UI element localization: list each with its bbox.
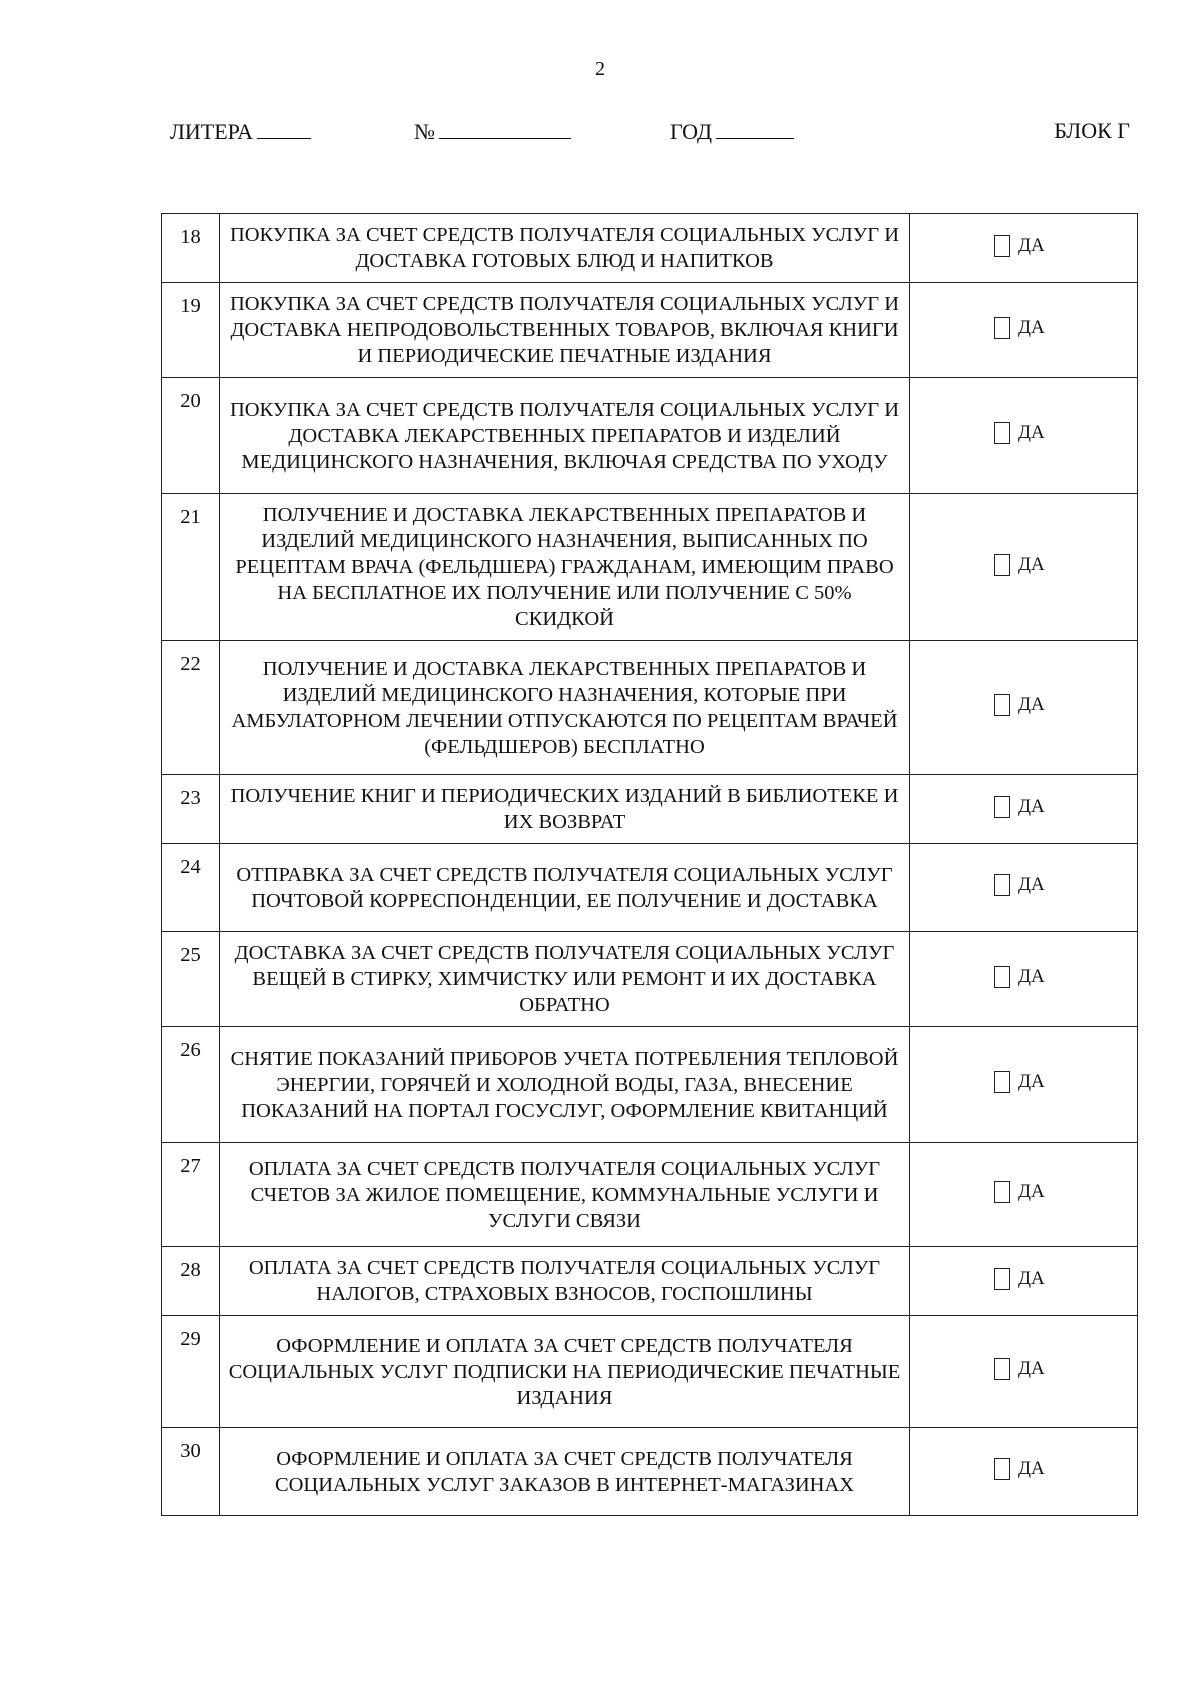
checkbox-icon[interactable]	[994, 1181, 1010, 1203]
table-row	[162, 641, 1138, 775]
service-description: ОФОРМЛЕНИЕ И ОПЛАТА ЗА СЧЕТ СРЕДСТВ ПОЛУЧАТЕЛЯ СОЦИАЛЬНЫХ УСЛУГ ЗАКАЗОВ В ИНТЕРНЕТ-МАГАЗИНАХ	[220, 1428, 910, 1516]
litera-blank-line[interactable]	[257, 118, 311, 139]
answer-cell	[910, 494, 1138, 641]
services-table	[161, 213, 1138, 1516]
litera-field	[170, 118, 311, 145]
checkbox-icon[interactable]	[994, 874, 1010, 896]
checkbox-icon[interactable]	[994, 1358, 1010, 1380]
yes-option[interactable]	[994, 552, 1045, 578]
yes-option[interactable]	[994, 1069, 1045, 1095]
answer-cell	[910, 378, 1138, 494]
yes-option[interactable]	[994, 315, 1045, 341]
row-number: 26	[162, 1027, 220, 1143]
row-number: 20	[162, 378, 220, 494]
table-row	[162, 378, 1138, 494]
table-row	[162, 1027, 1138, 1143]
yes-label: ДА	[1018, 795, 1045, 817]
yes-label: ДА	[1018, 1267, 1045, 1289]
service-description: СНЯТИЕ ПОКАЗАНИЙ ПРИБОРОВ УЧЕТА ПОТРЕБЛЕНИЯ ТЕПЛОВОЙ ЭНЕРГИИ, ГОРЯЧЕЙ И ХОЛОДНОЙ ВОДЫ, ГАЗА, ВНЕСЕНИЕ ПОКАЗАНИЙ НА ПОРТАЛ ГОСУСЛУГ, ОФОРМЛЕНИЕ КВИТАНЦИЙ	[220, 1027, 910, 1143]
litera-label: ЛИТЕРА	[170, 119, 253, 144]
checkbox-icon[interactable]	[994, 235, 1010, 257]
yes-option[interactable]	[994, 872, 1045, 898]
table-row	[162, 1316, 1138, 1428]
year-blank-line[interactable]	[716, 118, 794, 139]
yes-label: ДА	[1018, 316, 1045, 338]
service-description: ПОЛУЧЕНИЕ И ДОСТАВКА ЛЕКАРСТВЕННЫХ ПРЕПАРАТОВ И ИЗДЕЛИЙ МЕДИЦИНСКОГО НАЗНАЧЕНИЯ, КОТОРЫЕ ПРИ АМБУЛАТОРНОМ ЛЕЧЕНИИ ОТПУСКАЮТСЯ ПО РЕЦЕПТАМ ВРАЧЕЙ (ФЕЛЬДШЕРОВ) БЕСПЛАТНО	[220, 641, 910, 775]
table-row	[162, 1428, 1138, 1516]
row-number: 27	[162, 1143, 220, 1247]
checkbox-icon[interactable]	[994, 1071, 1010, 1093]
row-number: 23	[162, 775, 220, 844]
row-number: 19	[162, 283, 220, 378]
yes-option[interactable]	[994, 1266, 1045, 1292]
yes-label: ДА	[1018, 1358, 1045, 1379]
yes-label: ДА	[1018, 965, 1045, 987]
service-description: ПОКУПКА ЗА СЧЕТ СРЕДСТВ ПОЛУЧАТЕЛЯ СОЦИАЛЬНЫХ УСЛУГ И ДОСТАВКА ГОТОВЫХ БЛЮД И НАПИТКОВ	[220, 214, 910, 283]
row-number: 29	[162, 1316, 220, 1428]
yes-label: ДА	[1018, 1071, 1045, 1092]
table-row	[162, 1143, 1138, 1247]
service-description: ОПЛАТА ЗА СЧЕТ СРЕДСТВ ПОЛУЧАТЕЛЯ СОЦИАЛЬНЫХ УСЛУГ СЧЕТОВ ЗА ЖИЛОЕ ПОМЕЩЕНИЕ, КОММУНАЛЬНЫЕ УСЛУГИ И УСЛУГИ СВЯЗИ	[220, 1143, 910, 1247]
service-description: ПОЛУЧЕНИЕ КНИГ И ПЕРИОДИЧЕСКИХ ИЗДАНИЙ В БИБЛИОТЕКЕ И ИХ ВОЗВРАТ	[220, 775, 910, 844]
yes-option[interactable]	[994, 1179, 1045, 1205]
service-description: ОФОРМЛЕНИЕ И ОПЛАТА ЗА СЧЕТ СРЕДСТВ ПОЛУЧАТЕЛЯ СОЦИАЛЬНЫХ УСЛУГ ПОДПИСКИ НА ПЕРИОДИЧЕСКИЕ ПЕЧАТНЫЕ ИЗДАНИЯ	[220, 1316, 910, 1428]
checkbox-icon[interactable]	[994, 1458, 1010, 1480]
checkbox-icon[interactable]	[994, 966, 1010, 988]
row-number: 30	[162, 1428, 220, 1516]
row-number: 28	[162, 1247, 220, 1316]
service-description: ОТПРАВКА ЗА СЧЕТ СРЕДСТВ ПОЛУЧАТЕЛЯ СОЦИАЛЬНЫХ УСЛУГ ПОЧТОВОЙ КОРРЕСПОНДЕНЦИИ, ЕЕ ПОЛУЧЕНИЕ И ДОСТАВКА	[220, 844, 910, 932]
page-number: 2	[595, 58, 605, 80]
yes-option[interactable]	[994, 1356, 1045, 1382]
row-number: 18	[162, 214, 220, 283]
number-blank-line[interactable]	[439, 118, 571, 139]
number-label: №	[414, 119, 435, 144]
number-field	[414, 118, 571, 145]
yes-label: ДА	[1018, 1458, 1045, 1479]
answer-cell	[910, 1143, 1138, 1247]
row-number: 24	[162, 844, 220, 932]
answer-cell	[910, 1247, 1138, 1316]
service-description: ПОЛУЧЕНИЕ И ДОСТАВКА ЛЕКАРСТВЕННЫХ ПРЕПАРАТОВ И ИЗДЕЛИЙ МЕДИЦИНСКОГО НАЗНАЧЕНИЯ, ВЫПИСАННЫХ ПО РЕЦЕПТАМ ВРАЧА (ФЕЛЬДШЕРА) ГРАЖДАНАМ, ИМЕЮЩИМ ПРАВО НА БЕСПЛАТНОЕ ИХ ПОЛУЧЕНИЕ ИЛИ ПОЛУЧЕНИЕ С 50% СКИДКОЙ	[220, 494, 910, 641]
checkbox-icon[interactable]	[994, 317, 1010, 339]
service-description: ОПЛАТА ЗА СЧЕТ СРЕДСТВ ПОЛУЧАТЕЛЯ СОЦИАЛЬНЫХ УСЛУГ НАЛОГОВ, СТРАХОВЫХ ВЗНОСОВ, ГОСПОШЛИНЫ	[220, 1247, 910, 1316]
table-row	[162, 1247, 1138, 1316]
yes-option[interactable]	[994, 964, 1045, 990]
block-label: БЛОК Г	[1054, 118, 1130, 143]
table-row	[162, 283, 1138, 378]
table-row	[162, 932, 1138, 1027]
service-description: ПОКУПКА ЗА СЧЕТ СРЕДСТВ ПОЛУЧАТЕЛЯ СОЦИАЛЬНЫХ УСЛУГ И ДОСТАВКА ЛЕКАРСТВЕННЫХ ПРЕПАРАТОВ И ИЗДЕЛИЙ МЕДИЦИНСКОГО НАЗНАЧЕНИЯ, ВКЛЮЧАЯ СРЕДСТВА ПО УХОДУ	[220, 378, 910, 494]
answer-cell	[910, 1316, 1138, 1428]
answer-cell	[910, 283, 1138, 378]
yes-label: ДА	[1018, 874, 1045, 895]
answer-cell	[910, 844, 1138, 932]
table-row	[162, 494, 1138, 641]
answer-cell	[910, 1027, 1138, 1143]
yes-option[interactable]	[994, 420, 1045, 446]
checkbox-icon[interactable]	[994, 422, 1010, 444]
yes-option[interactable]	[994, 1456, 1045, 1482]
answer-cell	[910, 775, 1138, 844]
checkbox-icon[interactable]	[994, 1268, 1010, 1290]
services-table-body	[162, 214, 1138, 1516]
yes-label: ДА	[1018, 553, 1045, 575]
table-row	[162, 844, 1138, 932]
yes-label: ДА	[1018, 694, 1045, 715]
yes-label: ДА	[1018, 234, 1045, 256]
row-number: 22	[162, 641, 220, 775]
answer-cell	[910, 1428, 1138, 1516]
checkbox-icon[interactable]	[994, 694, 1010, 716]
table-row	[162, 775, 1138, 844]
year-field	[670, 118, 794, 145]
yes-option[interactable]	[994, 692, 1045, 718]
service-description: ПОКУПКА ЗА СЧЕТ СРЕДСТВ ПОЛУЧАТЕЛЯ СОЦИАЛЬНЫХ УСЛУГ И ДОСТАВКА НЕПРОДОВОЛЬСТВЕННЫХ ТОВАРОВ, ВКЛЮЧАЯ КНИГИ И ПЕРИОДИЧЕСКИЕ ПЕЧАТНЫЕ ИЗДАНИЯ	[220, 283, 910, 378]
yes-option[interactable]	[994, 794, 1045, 820]
answer-cell	[910, 214, 1138, 283]
form-header	[170, 118, 1130, 148]
yes-option[interactable]	[994, 233, 1045, 259]
row-number: 21	[162, 494, 220, 641]
checkbox-icon[interactable]	[994, 554, 1010, 576]
checkbox-icon[interactable]	[994, 796, 1010, 818]
yes-label: ДА	[1018, 1181, 1045, 1202]
table-row	[162, 214, 1138, 283]
year-label: ГОД	[670, 119, 712, 144]
service-description: ДОСТАВКА ЗА СЧЕТ СРЕДСТВ ПОЛУЧАТЕЛЯ СОЦИАЛЬНЫХ УСЛУГ ВЕЩЕЙ В СТИРКУ, ХИМЧИСТКУ ИЛИ РЕМОНТ И ИХ ДОСТАВКА ОБРАТНО	[220, 932, 910, 1027]
row-number: 25	[162, 932, 220, 1027]
yes-label: ДА	[1018, 422, 1045, 443]
answer-cell	[910, 932, 1138, 1027]
answer-cell	[910, 641, 1138, 775]
